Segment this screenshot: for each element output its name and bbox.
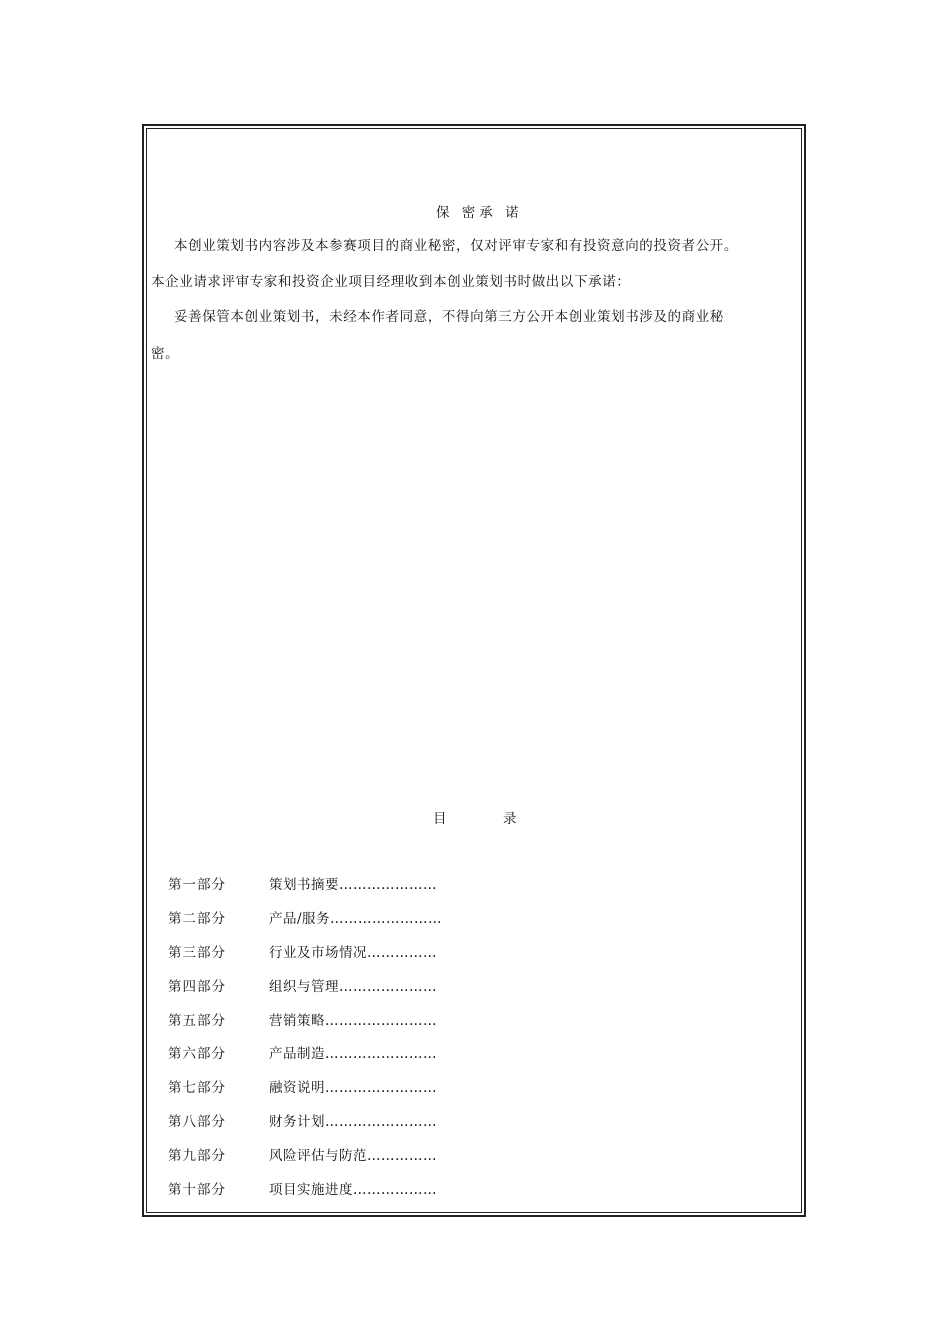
toc-section-title: 产品/服务…………………… (269, 911, 443, 927)
toc-part-label: 第四部分 (168, 979, 226, 995)
confidentiality-paragraph-1-line-2: 本企业请求评审专家和投资企业项目经理收到本创业策划书时做出以下承诺： (151, 274, 631, 290)
toc-title-right: 录 (503, 811, 518, 827)
confidentiality-paragraph-2-line-1: 妥善保管本创业策划书，未经本作者同意，不得向第三方公开本创业策划书涉及的商业秘 (174, 309, 724, 325)
toc-section-title: 产品制造…………………… (269, 1046, 437, 1062)
toc-part-label: 第九部分 (168, 1148, 226, 1164)
toc-section-title: 财务计划…………………… (269, 1114, 437, 1130)
toc-part-label: 第十部分 (168, 1182, 226, 1198)
toc-section-title: 风险评估与防范…………… (269, 1148, 437, 1164)
page-border-inner (146, 128, 802, 1213)
toc-section-title: 融资说明…………………… (269, 1080, 437, 1096)
confidentiality-paragraph-1-line-1: 本创业策划书内容涉及本参赛项目的商业秘密，仅对评审专家和有投资意向的投资者公开。 (174, 238, 738, 254)
toc-title-left: 目 (433, 811, 448, 827)
toc-part-label: 第五部分 (168, 1013, 226, 1029)
toc-section-title: 营销策略…………………… (269, 1013, 437, 1029)
toc-part-label: 第六部分 (168, 1046, 226, 1062)
toc-section-title: 组织与管理………………… (269, 979, 437, 995)
toc-part-label: 第七部分 (168, 1080, 226, 1096)
toc-section-title: 项目实施进度……………… (269, 1182, 437, 1198)
toc-part-label: 第三部分 (168, 945, 226, 961)
toc-part-label: 第一部分 (168, 877, 226, 893)
toc-section-title: 行业及市场情况…………… (269, 945, 437, 961)
toc-part-label: 第二部分 (168, 911, 226, 927)
confidentiality-title: 保 密承 诺 (436, 205, 523, 221)
toc-section-title: 策划书摘要………………… (269, 877, 437, 893)
confidentiality-paragraph-2-line-2: 密。 (151, 346, 180, 362)
toc-part-label: 第八部分 (168, 1114, 226, 1130)
